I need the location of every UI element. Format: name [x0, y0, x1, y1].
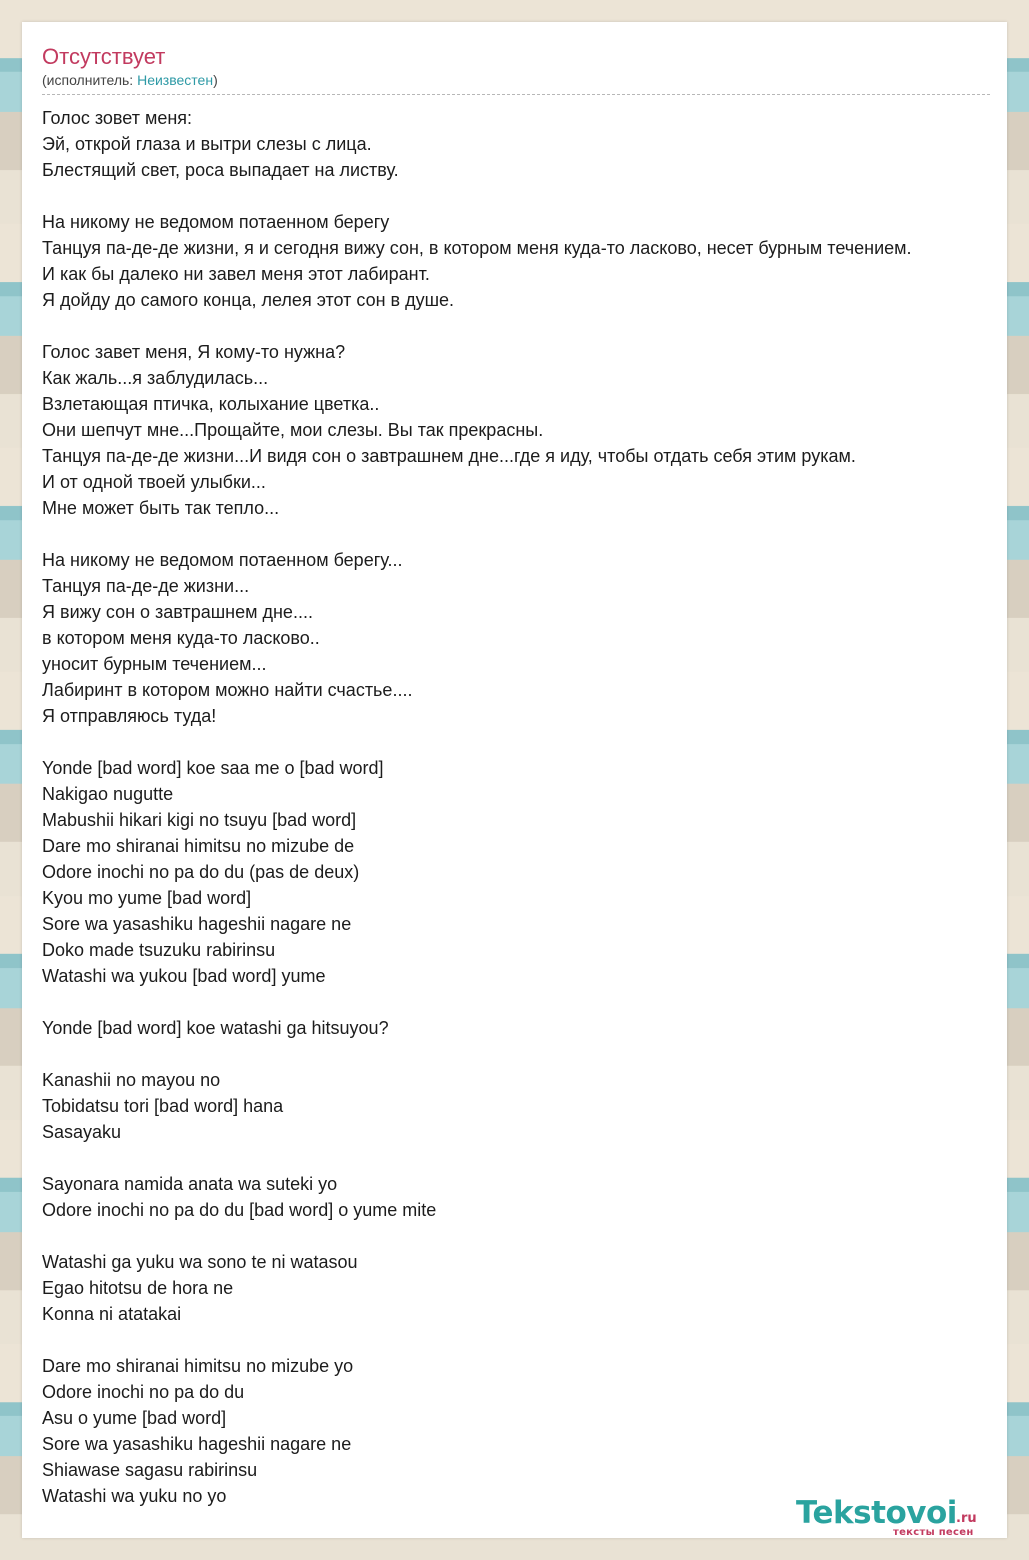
- lyrics-blank-line: [42, 1223, 1029, 1249]
- lyrics-line: Я дойду до самого конца, лелея этот сон в душе.: [42, 290, 455, 310]
- lyrics-line: И от одной твоей улыбки...: [42, 472, 266, 492]
- lyrics-line: Nakigao nugutte: [42, 784, 174, 804]
- artist-prefix: (исполнитель:: [42, 72, 138, 88]
- lyrics-line: Kyou mo yume [bad word]: [42, 888, 252, 908]
- lyrics-line: Они шепчут мне...Прощайте, мои слезы. Вы так прекрасны.: [42, 420, 544, 440]
- lyrics-line: Танцуя па-де-де жизни, я и сегодня вижу сон, в котором меня куда-то ласково, несет бурным течением.: [42, 238, 912, 258]
- lyrics-line: Как жаль...я заблудилась...: [42, 368, 269, 388]
- lyrics-line: Asu o yume [bad word]: [42, 1408, 227, 1428]
- lyrics-line: Sore wa yasashiku hageshii nagare ne: [42, 1434, 352, 1454]
- lyrics-line: Sasayaku: [42, 1122, 122, 1142]
- lyrics-line: И как бы далеко ни завел меня этот лабирант.: [42, 264, 430, 284]
- lyrics-blank-line: [42, 313, 1029, 339]
- lyrics-line: Голос зовет меня:: [42, 108, 193, 128]
- lyrics-line: Я вижу сон о завтрашнем дне....: [42, 602, 313, 622]
- lyrics-line: Танцуя па-де-де жизни...: [42, 576, 250, 596]
- lyrics-line: Egao hitotsu de hora ne: [42, 1278, 234, 1298]
- site-logo[interactable]: [796, 1495, 1006, 1545]
- artist-line: [42, 70, 990, 90]
- header-divider: [42, 94, 990, 95]
- lyrics-line: Я отправляюсь туда!: [42, 706, 217, 726]
- lyrics-blank-line: [42, 521, 1029, 547]
- lyrics-line: Odore inochi no pa do du (pas de deux): [42, 862, 360, 882]
- lyrics-line: Odore inochi no pa do du [bad word] o yume mite: [42, 1200, 437, 1220]
- lyrics-line: На никому не ведомом потаенном берегу: [42, 212, 390, 232]
- lyrics-line: Yonde [bad word] koe saa me o [bad word]: [42, 758, 384, 778]
- lyrics-blank-line: [42, 1041, 1029, 1067]
- lyrics-line: Watashi ga yuku wa sono te ni watasou: [42, 1252, 358, 1272]
- lyrics-blank-line: [42, 989, 1029, 1015]
- logo-wordmark: Tekstovoi: [796, 1495, 957, 1531]
- lyrics-card: [22, 22, 1007, 1538]
- lyrics-line: Мне может быть так тепло...: [42, 498, 280, 518]
- lyrics-line: Голос завет меня, Я кому-то нужна?: [42, 342, 346, 362]
- lyrics-blank-line: [42, 729, 1029, 755]
- song-title: Отсутствует: [42, 44, 166, 69]
- song-header: [42, 44, 990, 95]
- lyrics-line: Watashi wa yukou [bad word] yume: [42, 966, 326, 986]
- lyrics-line: Kanashii no mayou no: [42, 1070, 221, 1090]
- lyrics-line: Взлетающая птичка, колыхание цветка..: [42, 394, 380, 414]
- lyrics-line: Shiawase sagasu rabirinsu: [42, 1460, 258, 1480]
- lyrics-text: [42, 105, 1029, 1509]
- lyrics-blank-line: [42, 1327, 1029, 1353]
- lyrics-line: Watashi wa yuku no yo: [42, 1486, 227, 1506]
- lyrics-line: На никому не ведомом потаенном берегу...: [42, 550, 403, 570]
- logo-domain: .ru: [956, 1511, 977, 1526]
- lyrics-line: Танцуя па-де-де жизни...И видя сон о завтрашнем дне...где я иду, чтобы отдать себя этим рукам.: [42, 446, 856, 466]
- lyrics-line: Doko made tsuzuku rabirinsu: [42, 940, 276, 960]
- lyrics-line: Sore wa yasashiku hageshii nagare ne: [42, 914, 352, 934]
- lyrics-line: в котором меня куда-то ласково..: [42, 628, 320, 648]
- lyrics-line: Лабиринт в котором можно найти счастье....: [42, 680, 413, 700]
- lyrics-line: Mabushii hikari kigi no tsuyu [bad word]: [42, 810, 357, 830]
- lyrics-line: Konna ni atatakai: [42, 1304, 182, 1324]
- lyrics-line: Yonde [bad word] koe watashi ga hitsuyou?: [42, 1018, 389, 1038]
- lyrics-line: Dare mo shiranai himitsu no mizube yo: [42, 1356, 354, 1376]
- lyrics-blank-line: [42, 183, 1029, 209]
- artist-suffix: ): [213, 72, 218, 88]
- lyrics-line: уносит бурным течением...: [42, 654, 267, 674]
- lyrics-line: Блестящий свет, роса выпадает на листву.: [42, 160, 399, 180]
- artist-link[interactable]: Неизвестен: [137, 72, 214, 88]
- lyrics-line: Dare mo shiranai himitsu no mizube de: [42, 836, 355, 856]
- logo-tagline: тексты песен: [893, 1527, 974, 1538]
- lyrics-line: Эй, открой глаза и вытри слезы с лица.: [42, 134, 372, 154]
- lyrics-line: Sayonara namida anata wa suteki yo: [42, 1174, 338, 1194]
- lyrics-blank-line: [42, 1145, 1029, 1171]
- lyrics-line: Odore inochi no pa do du: [42, 1382, 245, 1402]
- lyrics-line: Tobidatsu tori [bad word] hana: [42, 1096, 284, 1116]
